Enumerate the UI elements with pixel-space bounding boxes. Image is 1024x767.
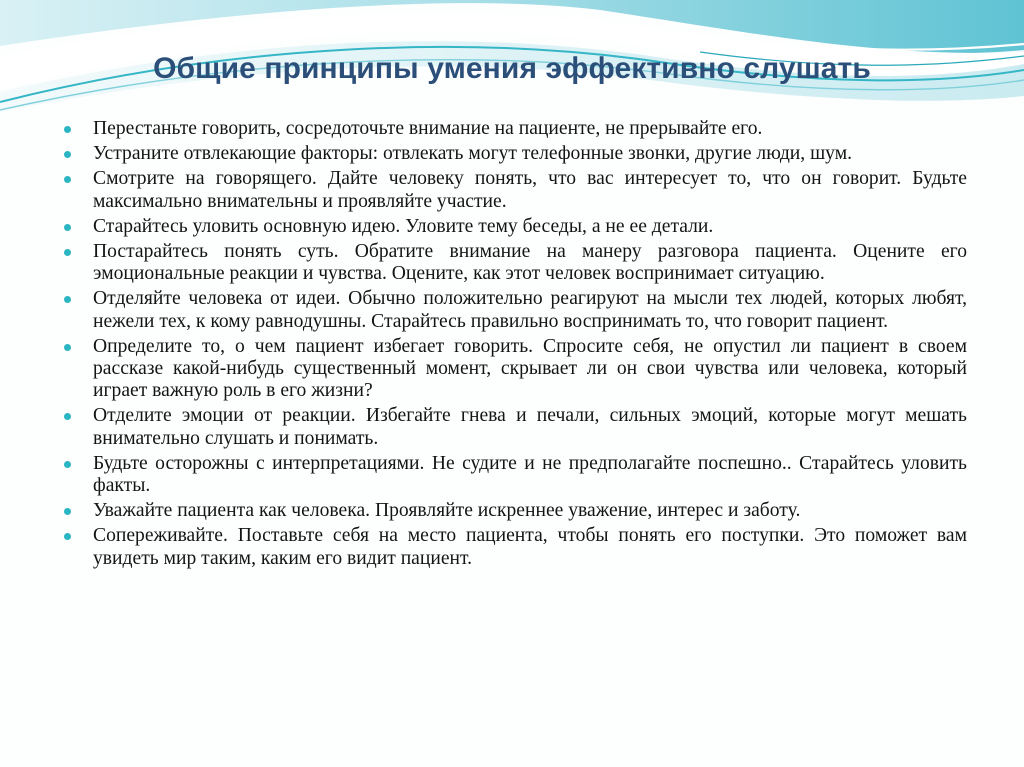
bullet-text: Будьте осторожны с интерпретациями. Не судите и не предполагайте поспешно.. Старайтесь уловить факты. — [93, 452, 967, 497]
bullet-dot-icon — [64, 151, 71, 158]
slide-title: Общие принципы умения эффективно слушать — [153, 52, 871, 85]
bullet-dot-icon — [64, 508, 71, 515]
list-item — [64, 216, 967, 238]
bullet-list — [64, 118, 967, 573]
list-item — [64, 288, 967, 332]
bullet-dot-icon — [64, 296, 71, 303]
list-item — [64, 241, 967, 285]
bullet-text: Отделяйте человека от идеи. Обычно положительно реагируют на мысли тех людей, которых любят, нежели тех, к кому равнодушны. Старайтесь правильно воспринимать то, что говорит пациент. — [93, 288, 967, 332]
list-item — [64, 336, 967, 403]
bullet-text: Смотрите на говорящего. Дайте человеку понять, что вас интересует то, что он говорит. Будьте максимально внимательны и проявляйте участие. — [93, 168, 967, 212]
list-item — [64, 500, 967, 522]
bullet-dot-icon — [64, 461, 71, 468]
list-item — [64, 525, 967, 569]
bullet-dot-icon — [64, 224, 71, 231]
bullet-text: Устраните отвлекающие факторы: отвлекать могут телефонные звонки, другие люди, шум. — [93, 143, 853, 165]
bullet-dot-icon — [64, 533, 71, 540]
bullet-dot-icon — [64, 249, 71, 256]
list-item — [64, 405, 967, 449]
bullet-text: Определите то, о чем пациент избегает говорить. Спросите себя, не опустил ли пациент в своем рассказе какой-нибудь существенный момент, скрывает ли он свои чувства или человека, который играет важную роль в его жизни? — [93, 335, 967, 402]
bullet-text: Отделите эмоции от реакции. Избегайте гнева и печали, сильных эмоций, которые могут мешать внимательно слушать и понимать. — [93, 405, 967, 449]
bullet-text: Уважайте пациента как человека. Проявляйте искреннее уважение, интерес и заботу. — [93, 500, 801, 522]
bullet-text: Перестаньте говорить, сосредоточьте внимание на пациенте, не прерывайте его. — [93, 118, 763, 139]
list-item — [64, 453, 967, 497]
list-item — [64, 168, 967, 212]
list-item — [64, 143, 967, 165]
bullet-text: Постарайтесь понять суть. Обратите внимание на манеру разговора пациента. Оцените его эмоциональные реакции и чувства. Оцените, как этот человек воспринимает ситуацию. — [93, 241, 967, 285]
bullet-dot-icon — [64, 344, 71, 351]
bullet-dot-icon — [64, 413, 71, 420]
bullet-text: Сопереживайте. Поставьте себя на место пациента, чтобы понять его поступки. Это поможет вам увидеть мир таким, каким его видит пациент. — [93, 525, 967, 569]
bullet-text: Старайтесь уловить основную идею. Уловите тему беседы, а не ее детали. — [93, 215, 714, 237]
bullet-dot-icon — [64, 176, 71, 183]
list-item — [64, 118, 967, 140]
bullet-dot-icon — [64, 126, 71, 133]
